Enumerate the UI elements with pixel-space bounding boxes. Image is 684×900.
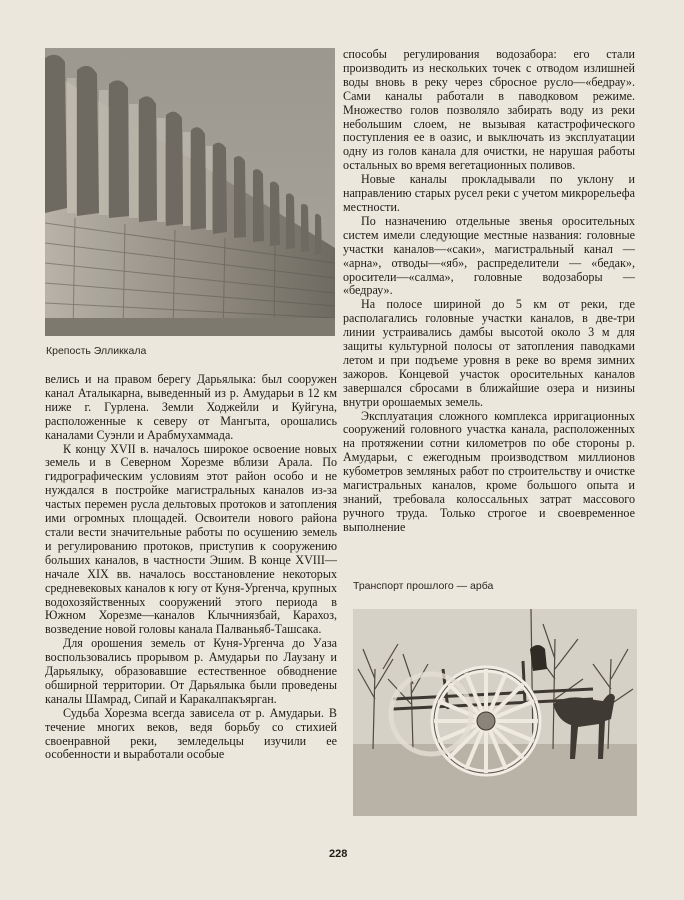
cart-photo [353,609,637,816]
right-paragraph: способы регулирования водозабора: его стали производить из нескольких точек с отводом излишней воды вновь в реку через сбросное русло—«бедрау». Сами каналы работали в паводковом режиме. Множество голов позволяло забирать воду из реки небольшим слоем, не вызывая катастрофического поступления ее в оазис, и выключать из эксплуатации одну из голов канала для очистки, не нарушая работы остальных во время вегетационных поливов. [343,47,635,173]
left-paragraph: К концу XVII в. началось широкое освоение новых земель и в Северном Хорезме вблизи Арала. По гидрографическим условиям этот район особо и не нуждался в постройке магистральных каналов из-за частых перемен русла дельтовых протоков и затопления ими огромных площадей. Освоители нового района стали вести значительные работы по осушению земель и регулированию протоков, приступив к сооружению больших каналов, в частности Эшим. В конце XVIII—начале XIX вв. началось восстановление некоторых средневековых каналов к югу от Куня-Ургенча, крупных водохозяйственных сооружений этого периода в Южном Хорезме—каналов Клычниязбай, Карахоз, возведение новой головы канала Палваньяб-Ташсака. [45,441,337,637]
left-paragraph: Для орошения земель от Куня-Ургенча до Уаза воспользовались прорывом р. Амударьи по Лаузану и Дарьялыку, образовавшие естественное обводнение обширной территории. От Дарьялыка были проведены каналы Шамрад, Сипай и Каракалпакъярган. [45,636,337,706]
right-text-column [343,48,635,535]
fortress-caption: Крепость Элликкала [46,345,147,357]
fortress-photo [45,48,335,336]
page-number: 228 [329,848,348,860]
right-paragraph: Новые каналы прокладывали по уклону и направлению старых русел реки с учетом микрорельефа местности. [343,172,635,214]
cart-illustration [353,609,637,816]
right-paragraph: По назначению отдельные звенья оросительных систем имели следующие местные названия: головные участки каналов—«саки», магистральный канал — «арна», отводы—«яб», распределители — «бедак», оросители—«салма», головные водозаборы — «бедрау». [343,213,635,298]
right-paragraph: На полосе шириной до 5 км от реки, где располагались головные участки каналов, в две-три линии устраивались дамбы высотой около 3 м для защиты культурной полосы от затопления паводками летом и при подъеме уровня в реке во время зимних зажоров. Концевой участок оросительных каналов завершался сбросами в ближайшие озера и низины внутри орошаемых земель. [343,297,635,409]
fortress-illustration [45,48,335,336]
left-text-column [45,373,337,762]
cart-wheel [434,669,538,773]
right-paragraph: Эксплуатация сложного комплекса ирригационных сооружений головного участка канала, расположенных на протяжении сотни километров по обе стороны р. Амударьи, с ежегодным производством миллионов кубометров земляных работ по строительству и очистке магистральных каналов, кроме большого опыта и знаний, требовала колоссальных затрат массового ручного труда. Только строгое и своевременное выполнение [343,408,635,534]
cart-caption: Транспорт прошлого — арба [353,580,494,592]
left-paragraph: Судьба Хорезма всегда зависела от р. Амударьи. В течение многих веков, ведя борьбу со стихией своенравной реки, земледельцы изучили ее особенности и выработали особые [45,705,337,762]
left-paragraph: велись и на правом берегу Дарьялыка: был сооружен канал Аталыкарна, выведенный из р. Амударьи в 12 км ниже г. Гурлена. Земли Ходжейли и Куйгуна, расположенные к северу от Мангыта, орошались каналами Суэнли и Арабмухаммада. [45,372,337,442]
